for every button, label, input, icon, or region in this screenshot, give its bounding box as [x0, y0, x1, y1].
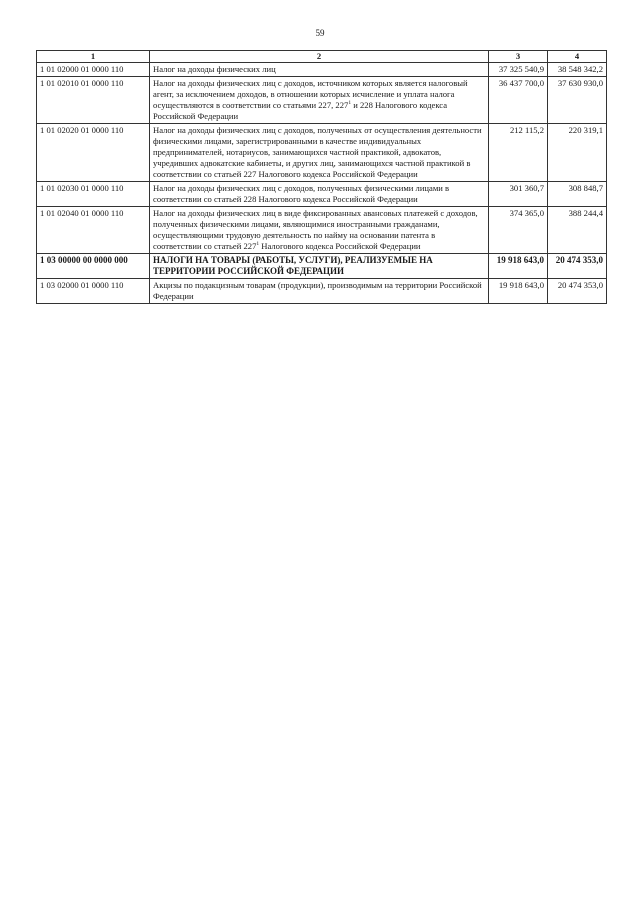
income-name — [150, 207, 489, 254]
income-name: Налог на доходы физических лиц — [150, 63, 489, 77]
income-name-text: Налог на доходы физических лиц в виде фиксированных авансовых платежей с доходов, полученных физическими лицами, являющимися иностранными гражданами, осуществляющими трудовую деятельность по найму на основании патента в соответствии со статьей 227 — [153, 208, 478, 251]
amount-col4: 20 474 353,0 — [548, 254, 607, 279]
table-row — [37, 77, 607, 124]
amount-col3: 37 325 540,9 — [489, 63, 548, 77]
page-number: 59 — [315, 28, 325, 38]
income-name-text: и 228 Налогового кодекса Российской Федерации — [153, 100, 448, 121]
amount-col4: 38 548 342,2 — [548, 63, 607, 77]
table-row — [37, 279, 607, 304]
amount-col4: 20 474 353,0 — [548, 279, 607, 304]
amount-col3: 301 360,7 — [489, 182, 548, 207]
amount-col3: 19 918 643,0 — [489, 279, 548, 304]
budget-code: 1 01 02020 01 0000 110 — [37, 124, 150, 182]
amount-col3: 36 437 700,0 — [489, 77, 548, 124]
income-name: Налог на доходы физических лиц с доходов, полученных от осуществления деятельности физическими лицами, зарегистрированными в качестве индивидуальных предпринимателей, нотариусов, занимающихся частной практикой, адвокатов, учредивших адвокатские кабинеты, и других лиц, занимающихся частной практикой в соответствии со статьей 227 Налогового кодекса Российской Федерации — [150, 124, 489, 182]
amount-col3: 19 918 643,0 — [489, 254, 548, 279]
table-row-section-total — [37, 254, 607, 279]
amount-col4: 388 244,4 — [548, 207, 607, 254]
superscript: 1 — [348, 100, 352, 107]
column-header-3: 3 — [489, 51, 548, 63]
income-name-text: Налогового кодекса Российской Федерации — [259, 241, 421, 251]
income-name: НАЛОГИ НА ТОВАРЫ (РАБОТЫ, УСЛУГИ), РЕАЛИЗУЕМЫЕ НА ТЕРРИТОРИИ РОССИЙСКОЙ ФЕДЕРАЦИИ — [150, 254, 489, 279]
budget-table — [36, 50, 607, 304]
amount-col3: 212 115,2 — [489, 124, 548, 182]
column-header-4: 4 — [548, 51, 607, 63]
table-row — [37, 63, 607, 77]
table-row — [37, 124, 607, 182]
column-header-2: 2 — [150, 51, 489, 63]
income-name: Налог на доходы физических лиц с доходов, полученных физическими лицами в соответствии со статьей 228 Налогового кодекса Российской Федерации — [150, 182, 489, 207]
budget-code: 1 01 02040 01 0000 110 — [37, 207, 150, 254]
income-name: Акцизы по подакцизным товарам (продукции), производимым на территории Российской Федерации — [150, 279, 489, 304]
amount-col4: 220 319,1 — [548, 124, 607, 182]
amount-col3: 374 365,0 — [489, 207, 548, 254]
table-row — [37, 182, 607, 207]
income-name-text: Налог на доходы физических лиц с доходов, источником которых является налоговый агент, за исключением доходов, в отношении которых исчисление и уплата налога осуществляются в соответствии со статьями 227, 227 — [153, 78, 468, 110]
income-name — [150, 77, 489, 124]
amount-col4: 308 848,7 — [548, 182, 607, 207]
budget-code: 1 03 02000 01 0000 110 — [37, 279, 150, 304]
budget-code: 1 03 00000 00 0000 000 — [37, 254, 150, 279]
budget-code: 1 01 02000 01 0000 110 — [37, 63, 150, 77]
column-header-1: 1 — [37, 51, 150, 63]
budget-code: 1 01 02010 01 0000 110 — [37, 77, 150, 124]
superscript: 1 — [256, 241, 260, 248]
table-header-row — [37, 51, 607, 63]
table-row — [37, 207, 607, 254]
amount-col4: 37 630 930,0 — [548, 77, 607, 124]
budget-code: 1 01 02030 01 0000 110 — [37, 182, 150, 207]
